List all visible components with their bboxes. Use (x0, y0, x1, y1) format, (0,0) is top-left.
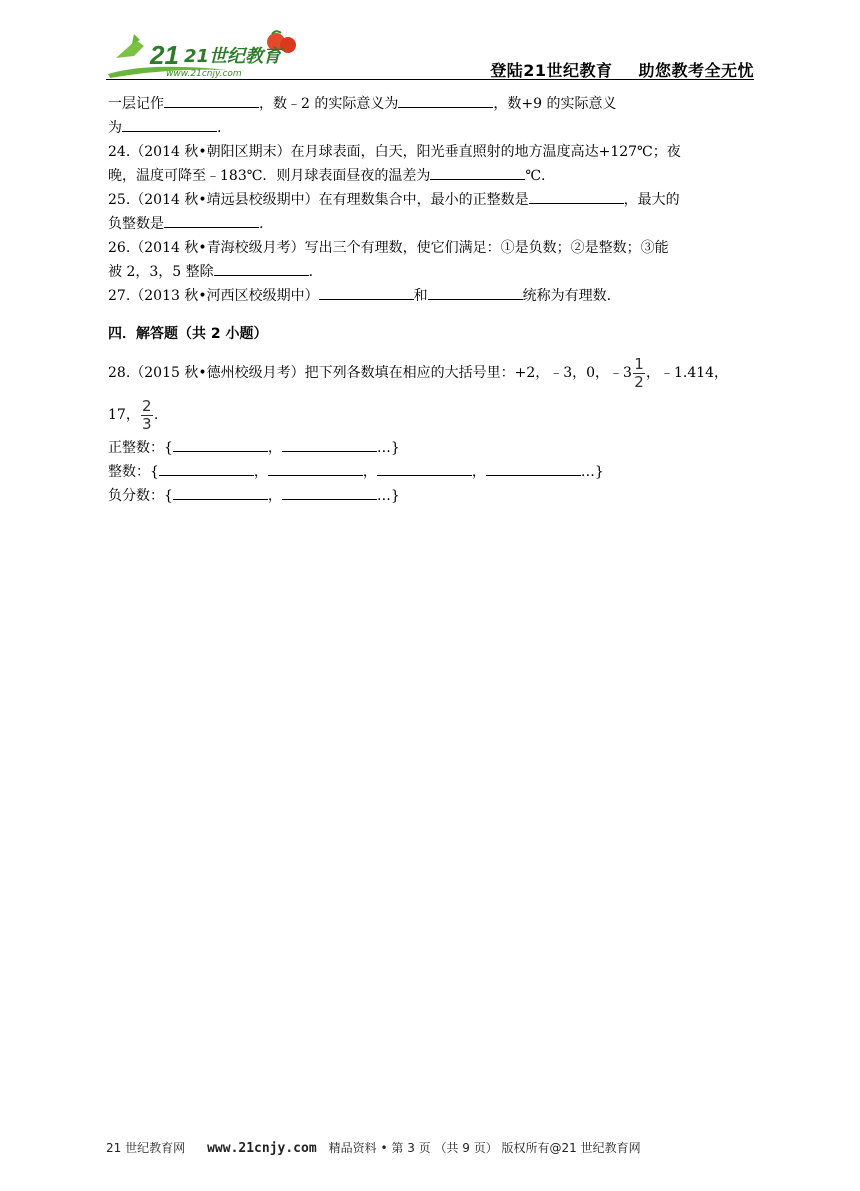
answer-blank (377, 460, 472, 476)
q26-line2: 被 2，3，5 整除 . (108, 260, 756, 284)
answer-blank (173, 436, 268, 452)
site-logo (106, 28, 306, 80)
slogan-right: 助您教考全无忧 (638, 61, 754, 80)
answer-blank (268, 460, 363, 476)
answer-blank (173, 484, 268, 500)
answer-blank (282, 436, 377, 452)
svg-text:21世纪教育: 21世纪教育 (184, 46, 282, 67)
q28-line2: 17， $\frac{2}{3}$ . (108, 396, 159, 433)
page-footer (106, 1139, 641, 1156)
answer-blank (122, 116, 217, 132)
fraction-two-thirds: $\frac{2}{3}$ (142, 396, 152, 433)
document-body (108, 92, 756, 508)
header-slogan (490, 58, 754, 81)
negative-fractions-line: 负分数：{ ， …} (108, 484, 756, 508)
answer-blank (428, 284, 523, 300)
q24-line2: 晚，温度可降至﹣183℃．则月球表面昼夜的温差为 ℃. (108, 164, 756, 188)
integers-line: 整数：{ ， ， ， …} (108, 460, 756, 484)
q26-line1: 26.（2014 秋•青海校级月考）写出三个有理数，使它们满足：①是负数；②是整数；③能 (108, 240, 669, 256)
q27-line: 27.（2013 秋•河西区校级期中） 和 统称为有理数. (108, 284, 756, 308)
footer-url[interactable]: www.21cnjy.com (207, 1141, 317, 1156)
footer-info: 精品资料 • 第 3 页 （共 9 页） 版权所有@21 世纪教育网 (328, 1141, 641, 1155)
answer-blank (529, 188, 624, 204)
answer-blank (282, 484, 377, 500)
q25-line1: 25.（2014 秋•靖远县校级期中）在有理数集合中，最小的正整数是 ，最大的 (108, 188, 756, 212)
q25-line2: 负整数是 . (108, 212, 756, 236)
slogan-left: 登陆21世纪教育 (490, 61, 613, 80)
q23-line1: 一层记作 ，数﹣2 的实际意义为 ，数+9 的实际意义 (108, 92, 756, 116)
page-header (106, 28, 754, 82)
svg-text:21: 21 (150, 40, 179, 70)
answer-blank (430, 164, 525, 180)
answer-blank (319, 284, 414, 300)
section-title: 四．解答题（共 2 小题） (108, 326, 268, 342)
svg-text:www.21cnjy.com: www.21cnjy.com (166, 69, 242, 79)
answer-blank (159, 460, 254, 476)
positive-integers-line: 正整数：{ ， …} (108, 436, 756, 460)
q23-line2: 为 . (108, 116, 756, 140)
fraction-one-half: $\frac{1}{2}$ (634, 354, 644, 391)
answer-blank (164, 92, 259, 108)
answer-blank (398, 92, 493, 108)
q24-line1: 24.（2014 秋•朝阳区期末）在月球表面，白天，阳光垂直照射的地方温度高达+127℃；夜 (108, 144, 681, 160)
answer-blank (164, 212, 259, 228)
footer-site: 21 世纪教育网 (106, 1141, 186, 1155)
header-divider (106, 79, 754, 80)
answer-blank (486, 460, 581, 476)
answer-blank (214, 260, 309, 276)
q28-line1: 28.（2015 秋•德州校级月考）把下列各数填在相应的大括号里：+2，﹣3，0，﹣3 $\frac{1}{2}$ ，﹣1.414， (108, 354, 729, 391)
